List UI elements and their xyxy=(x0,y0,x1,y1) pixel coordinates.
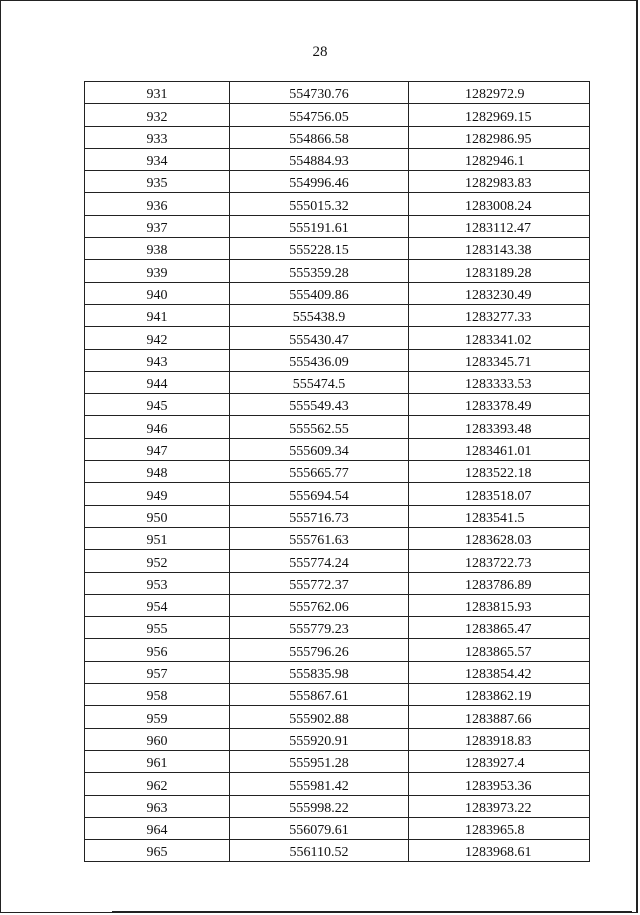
y-coordinate-cell xyxy=(409,260,590,282)
point-number-cell xyxy=(85,126,230,148)
y-coordinate-cell xyxy=(409,750,590,772)
x-coordinate-cell xyxy=(230,327,409,349)
point-number-cell xyxy=(85,148,230,170)
table-row xyxy=(85,82,590,104)
table-row xyxy=(85,550,590,572)
point-number-cell xyxy=(85,661,230,683)
table-row xyxy=(85,773,590,795)
cell-text: 555474.5 xyxy=(292,377,346,393)
cell-text: 943 xyxy=(146,354,168,370)
cell-text: 947 xyxy=(146,444,168,460)
table-row xyxy=(85,684,590,706)
x-coordinate-cell xyxy=(230,438,409,460)
x-coordinate-cell xyxy=(230,661,409,683)
cell-text: 1282986.95 xyxy=(465,131,532,147)
cell-text: 934 xyxy=(146,154,168,170)
point-number-cell xyxy=(85,639,230,661)
y-coordinate-cell xyxy=(409,840,590,862)
point-number-cell xyxy=(85,82,230,104)
cell-text: 556110.52 xyxy=(289,845,349,861)
cell-text: 555761.63 xyxy=(289,533,349,549)
point-number-cell xyxy=(85,706,230,728)
y-coordinate-cell xyxy=(409,461,590,483)
y-coordinate-cell xyxy=(409,371,590,393)
point-number-cell xyxy=(85,327,230,349)
x-coordinate-cell xyxy=(230,104,409,126)
table-row xyxy=(85,438,590,460)
cell-text: 555762.06 xyxy=(289,600,349,616)
x-coordinate-cell xyxy=(230,795,409,817)
cell-text: 939 xyxy=(146,265,168,281)
cell-text: 1283815.93 xyxy=(465,600,532,616)
cell-text: 1283393.48 xyxy=(465,421,532,437)
y-coordinate-cell xyxy=(409,795,590,817)
y-coordinate-cell xyxy=(409,282,590,304)
point-number-cell xyxy=(85,282,230,304)
table-row xyxy=(85,617,590,639)
cell-text: 955 xyxy=(146,622,168,638)
x-coordinate-cell xyxy=(230,260,409,282)
cell-text: 555609.34 xyxy=(289,444,349,460)
cell-text: 954 xyxy=(146,600,168,616)
cell-text: 555665.77 xyxy=(289,466,349,482)
table-row xyxy=(85,661,590,683)
x-coordinate-cell xyxy=(230,617,409,639)
table-row xyxy=(85,215,590,237)
point-number-cell xyxy=(85,438,230,460)
cell-text: 555409.86 xyxy=(289,287,349,303)
x-coordinate-cell xyxy=(230,750,409,772)
x-coordinate-cell xyxy=(230,461,409,483)
cell-text: 1283865.47 xyxy=(465,622,532,638)
y-coordinate-cell xyxy=(409,82,590,104)
x-coordinate-cell xyxy=(230,148,409,170)
cell-text: 935 xyxy=(146,176,168,192)
point-number-cell xyxy=(85,394,230,416)
cell-text: 1283541.5 xyxy=(465,510,525,526)
cell-text: 555549.43 xyxy=(289,399,349,415)
table-row xyxy=(85,349,590,371)
cell-text: 1283461.01 xyxy=(465,444,532,460)
cell-text: 555998.22 xyxy=(289,800,349,816)
cell-text: 555920.91 xyxy=(289,733,349,749)
x-coordinate-cell xyxy=(230,371,409,393)
table-row xyxy=(85,728,590,750)
y-coordinate-cell xyxy=(409,104,590,126)
table-row xyxy=(85,171,590,193)
cell-text: 1283277.33 xyxy=(465,310,532,326)
cell-text: 554756.05 xyxy=(289,109,349,125)
table-row xyxy=(85,371,590,393)
x-coordinate-cell xyxy=(230,193,409,215)
x-coordinate-cell xyxy=(230,505,409,527)
y-coordinate-cell xyxy=(409,617,590,639)
y-coordinate-cell xyxy=(409,550,590,572)
table-row xyxy=(85,527,590,549)
x-coordinate-cell xyxy=(230,126,409,148)
cell-text: 1283008.24 xyxy=(465,198,532,214)
cell-text: 1283854.42 xyxy=(465,667,532,683)
cell-text: 1283112.47 xyxy=(465,221,531,237)
x-coordinate-cell xyxy=(230,817,409,839)
cell-text: 555438.9 xyxy=(292,310,346,326)
table-row xyxy=(85,817,590,839)
cell-text: 1283887.66 xyxy=(465,711,532,727)
point-number-cell xyxy=(85,750,230,772)
cell-text: 937 xyxy=(146,221,168,237)
cell-text: 1283965.8 xyxy=(465,823,525,839)
cell-text: 1283143.38 xyxy=(465,243,532,259)
cell-text: 555772.37 xyxy=(289,577,349,593)
cell-text: 1282946.1 xyxy=(465,154,525,170)
y-coordinate-cell xyxy=(409,706,590,728)
y-coordinate-cell xyxy=(409,126,590,148)
table-row xyxy=(85,260,590,282)
y-coordinate-cell xyxy=(409,483,590,505)
point-number-cell xyxy=(85,773,230,795)
point-number-cell xyxy=(85,371,230,393)
table-row xyxy=(85,193,590,215)
y-coordinate-cell xyxy=(409,327,590,349)
point-number-cell xyxy=(85,215,230,237)
cell-text: 555430.47 xyxy=(289,332,349,348)
table-row xyxy=(85,750,590,772)
cell-text: 554996.46 xyxy=(289,176,349,192)
table-row xyxy=(85,483,590,505)
y-coordinate-cell xyxy=(409,594,590,616)
x-coordinate-cell xyxy=(230,840,409,862)
x-coordinate-cell xyxy=(230,684,409,706)
cell-text: 1283345.71 xyxy=(465,354,532,370)
cell-text: 555796.26 xyxy=(289,644,349,660)
cell-text: 554730.76 xyxy=(289,87,349,103)
point-number-cell xyxy=(85,795,230,817)
x-coordinate-cell xyxy=(230,594,409,616)
cell-text: 555191.61 xyxy=(289,221,349,237)
cell-text: 554866.58 xyxy=(289,131,349,147)
x-coordinate-cell xyxy=(230,639,409,661)
cell-text: 556079.61 xyxy=(289,823,349,839)
x-coordinate-cell xyxy=(230,82,409,104)
point-number-cell xyxy=(85,104,230,126)
y-coordinate-cell xyxy=(409,527,590,549)
cell-text: 945 xyxy=(146,399,168,415)
cell-text: 1283341.02 xyxy=(465,332,532,348)
point-number-cell xyxy=(85,304,230,326)
cell-text: 1283786.89 xyxy=(465,577,532,593)
point-number-cell xyxy=(85,193,230,215)
table-row xyxy=(85,505,590,527)
y-coordinate-cell xyxy=(409,505,590,527)
y-coordinate-cell xyxy=(409,639,590,661)
cell-text: 950 xyxy=(146,510,168,526)
cell-text: 1283918.83 xyxy=(465,733,532,749)
x-coordinate-cell xyxy=(230,171,409,193)
x-coordinate-cell xyxy=(230,238,409,260)
cell-text: 961 xyxy=(146,756,168,772)
cell-text: 555694.54 xyxy=(289,488,349,504)
cell-text: 1282969.15 xyxy=(465,109,532,125)
cell-text: 952 xyxy=(146,555,168,571)
cell-text: 963 xyxy=(146,800,168,816)
y-coordinate-cell xyxy=(409,304,590,326)
cell-text: 1283522.18 xyxy=(465,466,532,482)
point-number-cell xyxy=(85,572,230,594)
point-number-cell xyxy=(85,840,230,862)
cell-text: 1283189.28 xyxy=(465,265,532,281)
y-coordinate-cell xyxy=(409,215,590,237)
cell-text: 555951.28 xyxy=(289,756,349,772)
point-number-cell xyxy=(85,617,230,639)
coordinates-table xyxy=(84,81,590,862)
point-number-cell xyxy=(85,728,230,750)
table-row xyxy=(85,706,590,728)
point-number-cell xyxy=(85,527,230,549)
x-coordinate-cell xyxy=(230,527,409,549)
cell-text: 933 xyxy=(146,131,168,147)
table-row xyxy=(85,104,590,126)
x-coordinate-cell xyxy=(230,483,409,505)
cell-text: 962 xyxy=(146,778,168,794)
point-number-cell xyxy=(85,238,230,260)
cell-text: 946 xyxy=(146,421,168,437)
point-number-cell xyxy=(85,349,230,371)
y-coordinate-cell xyxy=(409,572,590,594)
cell-text: 555981.42 xyxy=(289,778,349,794)
table-row xyxy=(85,840,590,862)
point-number-cell xyxy=(85,550,230,572)
cell-text: 957 xyxy=(146,667,168,683)
cell-text: 1283628.03 xyxy=(465,533,532,549)
cell-text: 555562.55 xyxy=(289,421,349,437)
x-coordinate-cell xyxy=(230,416,409,438)
cell-text: 1283378.49 xyxy=(465,399,532,415)
table-row xyxy=(85,795,590,817)
cell-text: 951 xyxy=(146,533,168,549)
x-coordinate-cell xyxy=(230,394,409,416)
cell-text: 931 xyxy=(146,87,168,103)
cell-text: 942 xyxy=(146,332,168,348)
x-coordinate-cell xyxy=(230,304,409,326)
cell-text: 555716.73 xyxy=(289,510,349,526)
cell-text: 555779.23 xyxy=(289,622,349,638)
point-number-cell xyxy=(85,461,230,483)
point-number-cell xyxy=(85,260,230,282)
table-row xyxy=(85,126,590,148)
y-coordinate-cell xyxy=(409,416,590,438)
cell-text: 1282983.83 xyxy=(465,176,532,192)
cell-text: 1283333.53 xyxy=(465,377,532,393)
y-coordinate-cell xyxy=(409,394,590,416)
cell-text: 938 xyxy=(146,243,168,259)
cell-text: 555359.28 xyxy=(289,265,349,281)
page-number: 28 xyxy=(312,44,328,60)
cell-text: 953 xyxy=(146,577,168,593)
cell-text: 959 xyxy=(146,711,168,727)
cell-text: 936 xyxy=(146,198,168,214)
cell-text: 1283953.36 xyxy=(465,778,532,794)
bottom-rule xyxy=(112,911,632,912)
table-row xyxy=(85,572,590,594)
y-coordinate-cell xyxy=(409,171,590,193)
cell-text: 1283862.19 xyxy=(465,689,532,705)
cell-text: 1283722.73 xyxy=(465,555,532,571)
cell-text: 1282972.9 xyxy=(465,87,525,103)
cell-text: 1283973.22 xyxy=(465,800,532,816)
y-coordinate-cell xyxy=(409,193,590,215)
cell-text: 555774.24 xyxy=(289,555,349,571)
cell-text: 555867.61 xyxy=(289,689,349,705)
y-coordinate-cell xyxy=(409,817,590,839)
y-coordinate-cell xyxy=(409,661,590,683)
point-number-cell xyxy=(85,483,230,505)
cell-text: 555835.98 xyxy=(289,667,349,683)
cell-text: 1283518.07 xyxy=(465,488,532,504)
y-coordinate-cell xyxy=(409,684,590,706)
cell-text: 964 xyxy=(146,823,168,839)
cell-text: 958 xyxy=(146,689,168,705)
y-coordinate-cell xyxy=(409,148,590,170)
table-row xyxy=(85,416,590,438)
cell-text: 1283230.49 xyxy=(465,287,532,303)
point-number-cell xyxy=(85,505,230,527)
point-number-cell xyxy=(85,171,230,193)
cell-text: 944 xyxy=(146,377,168,393)
cell-text: 940 xyxy=(146,287,168,303)
table-row xyxy=(85,238,590,260)
x-coordinate-cell xyxy=(230,349,409,371)
cell-text: 555015.32 xyxy=(289,198,349,214)
cell-text: 1283927.4 xyxy=(465,756,525,772)
cell-text: 948 xyxy=(146,466,168,482)
point-number-cell xyxy=(85,684,230,706)
cell-text: 941 xyxy=(146,310,168,326)
coordinates-table-body xyxy=(85,82,590,862)
point-number-cell xyxy=(85,817,230,839)
cell-text: 932 xyxy=(146,109,168,125)
point-number-cell xyxy=(85,594,230,616)
x-coordinate-cell xyxy=(230,728,409,750)
cell-text: 555902.88 xyxy=(289,711,349,727)
cell-text: 554884.93 xyxy=(289,154,349,170)
x-coordinate-cell xyxy=(230,215,409,237)
table-row xyxy=(85,461,590,483)
x-coordinate-cell xyxy=(230,773,409,795)
table-row xyxy=(85,304,590,326)
cell-text: 555436.09 xyxy=(289,354,349,370)
table-row xyxy=(85,327,590,349)
table-row xyxy=(85,282,590,304)
cell-text: 1283968.61 xyxy=(465,845,532,861)
point-number-cell xyxy=(85,416,230,438)
cell-text: 555228.15 xyxy=(289,243,349,259)
x-coordinate-cell xyxy=(230,550,409,572)
cell-text: 960 xyxy=(146,733,168,749)
cell-text: 949 xyxy=(146,488,168,504)
table-row xyxy=(85,148,590,170)
x-coordinate-cell xyxy=(230,572,409,594)
x-coordinate-cell xyxy=(230,706,409,728)
y-coordinate-cell xyxy=(409,438,590,460)
y-coordinate-cell xyxy=(409,238,590,260)
y-coordinate-cell xyxy=(409,728,590,750)
table-row xyxy=(85,594,590,616)
y-coordinate-cell xyxy=(409,773,590,795)
cell-text: 1283865.57 xyxy=(465,644,532,660)
cell-text: 965 xyxy=(146,845,168,861)
cell-text: 956 xyxy=(146,644,168,660)
x-coordinate-cell xyxy=(230,282,409,304)
table-row xyxy=(85,639,590,661)
y-coordinate-cell xyxy=(409,349,590,371)
table-row xyxy=(85,394,590,416)
